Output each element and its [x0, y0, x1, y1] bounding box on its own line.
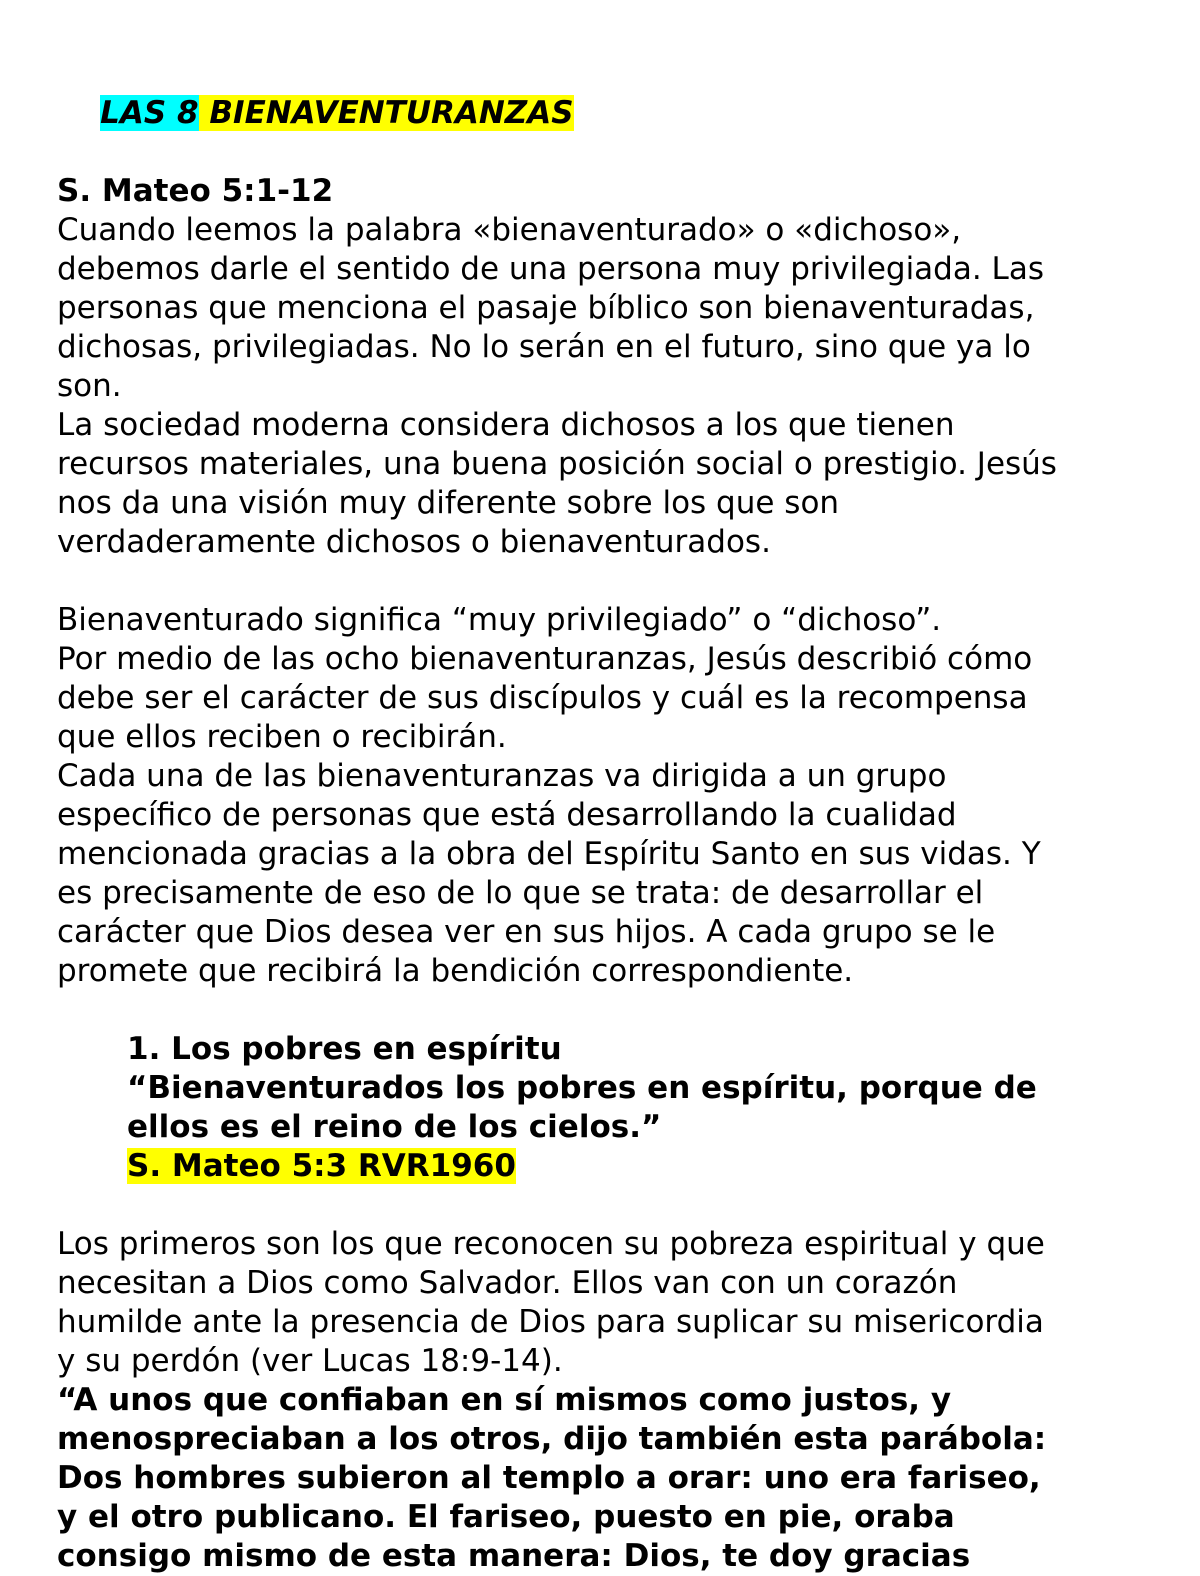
beatitude-1-section [57, 1030, 1157, 1186]
text-line: dichosas, privilegiadas. No lo serán en el futuro, sino que ya lo [57, 329, 1031, 365]
title-highlight-yellow: BIENAVENTURANZAS [198, 95, 574, 131]
paragraph-3 [57, 601, 1157, 640]
beatitude-quote-line: “Bienaventurados los pobres en espíritu, porque de [127, 1070, 1037, 1106]
text-line: Cada una de las bienaventuranzas va dirigida a un grupo [57, 758, 947, 794]
quote-line: Dos hombres subieron al templo a orar: uno era fariseo, [57, 1460, 1041, 1496]
title-highlight-cyan: LAS 8 [100, 95, 199, 131]
blank-line [57, 991, 1157, 1030]
quote-line: y el otro publicano. El fariseo, puesto en pie, oraba [57, 1499, 955, 1535]
text-line: humilde ante la presencia de Dios para suplicar su misericordia [57, 1304, 1044, 1340]
text-line: La sociedad moderna considera dichosos a los que tienen [57, 407, 955, 443]
text-line: promete que recibirá la bendición correspondiente. [57, 953, 854, 989]
intro-paragraph-1 [57, 211, 1157, 406]
text-line: es precisamente de eso de lo que se trata: de desarrollar el [57, 875, 984, 911]
paragraph-5 [57, 757, 1157, 991]
title-reference: S. Mateo 5:1-12 [57, 173, 334, 209]
text-line: verdaderamente dichosos o bienaventurados. [57, 524, 771, 560]
text-line: que ellos reciben o recibirán. [57, 719, 507, 755]
paragraph-4 [57, 640, 1157, 757]
text-line: Por medio de las ocho bienaventuranzas, Jesús describió cómo [57, 641, 1033, 677]
text-line: mencionada gracias a la obra del Espíritu Santo en sus vidas. Y [57, 836, 1041, 872]
text-line: recursos materiales, una buena posición social o prestigio. Jesús [57, 446, 1057, 482]
text-line: necesitan a Dios como Salvador. Ellos van con un corazón [57, 1265, 958, 1301]
text-line: debe ser el carácter de sus discípulos y cuál es la recompensa [57, 680, 1028, 716]
document-page [57, 55, 1157, 1576]
blank-line [57, 562, 1157, 601]
luke-quote [57, 1381, 1157, 1576]
text-line: específico de personas que está desarrollando la cualidad [57, 797, 957, 833]
text-line: Los primeros son los que reconocen su pobreza espiritual y que [57, 1226, 1045, 1262]
intro-paragraph-2 [57, 406, 1157, 562]
quote-line: “A unos que confiaban en sí mismos como justos, y [57, 1382, 952, 1418]
text-line: Bienaventurado significa “muy privilegiado” o “dichoso”. [57, 602, 942, 638]
quote-line: consigo mismo de esta manera: Dios, te doy gracias [57, 1538, 971, 1574]
text-line: son. [57, 368, 122, 404]
text-line: debemos darle el sentido de una persona muy privilegiada. Las [57, 251, 1044, 287]
text-line: personas que menciona el pasaje bíblico son bienaventuradas, [57, 290, 1035, 326]
beatitude-quote-line: ellos es el reino de los cielos.” [127, 1109, 662, 1145]
beatitude-reference: S. Mateo 5:3 RVR1960 [127, 1148, 516, 1184]
beatitude-heading: 1. Los pobres en espíritu [127, 1031, 562, 1067]
quote-line: menospreciaban a los otros, dijo también esta parábola: [57, 1421, 1047, 1457]
text-line: y su perdón (ver Lucas 18:9-14). [57, 1343, 563, 1379]
blank-line [57, 1186, 1157, 1225]
text-line: carácter que Dios desea ver en sus hijos. A cada grupo se le [57, 914, 996, 950]
document-title [57, 55, 1157, 172]
text-line: nos da una visión muy diferente sobre los que son [57, 485, 840, 521]
explanation-paragraph [57, 1225, 1157, 1381]
text-line: Cuando leemos la palabra «bienaventurado» o «dichoso», [57, 212, 962, 248]
beatitude-reference-line [127, 1147, 1157, 1186]
